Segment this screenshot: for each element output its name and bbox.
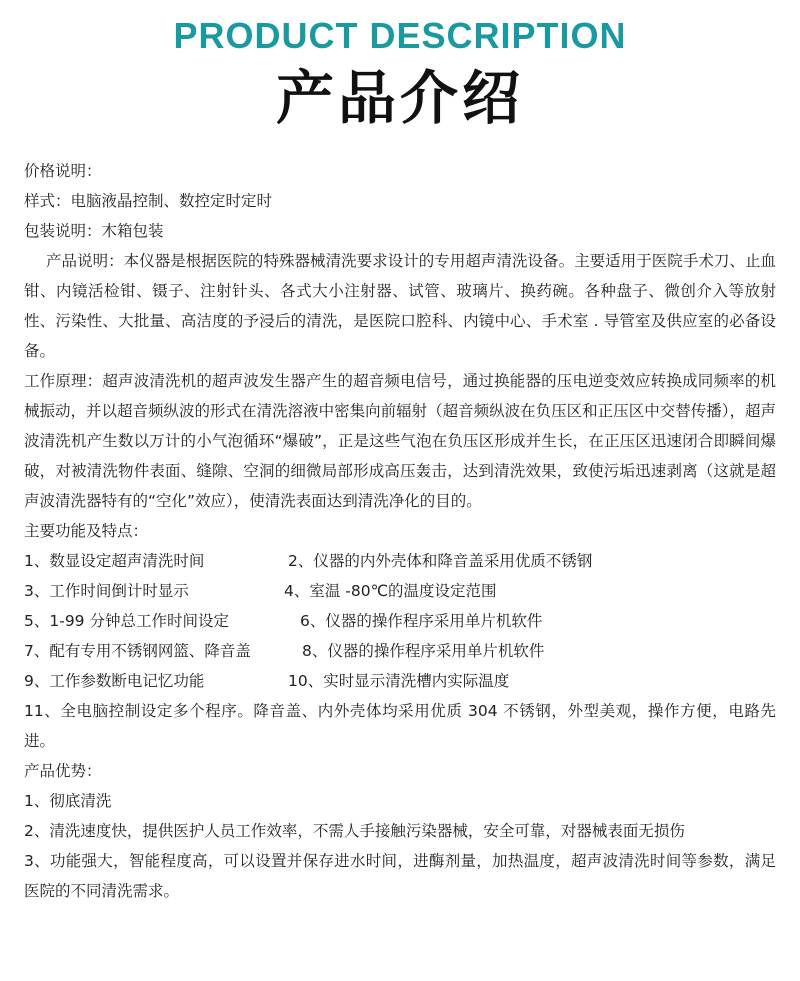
feature-row (24, 546, 776, 576)
feature-item: 5、1-99 分钟总工作时间设定 (24, 612, 229, 630)
style-spec: 样式：电脑液晶控制、数控定时定时 (24, 192, 273, 210)
feature-row (24, 606, 776, 636)
advantage-item-3: 3、功能强大，智能程度高，可以设置并保存进水时间，进酶剂量，加热温度，超声波清洗时间等参数，满足医院的不同清洗需求。 (24, 852, 776, 900)
feature-item: 10、实时显示清洗槽内实际温度 (288, 672, 510, 690)
packaging-spec: 包装说明：木箱包装 (24, 222, 164, 240)
feature-item: 2、仪器的内外壳体和降音盖采用优质不锈钢 (288, 552, 593, 570)
feature-item: 6、仪器的操作程序采用单片机软件 (300, 612, 543, 630)
header (0, 0, 800, 136)
feature-item: 9、工作参数断电记忆功能 (24, 672, 205, 690)
product-description-paragraph: 产品说明：本仪器是根据医院的特殊器械清洗要求设计的专用超声清洗设备。主要适用于医院手术刀、止血钳、内镜活检钳、镊子、注射针头、各式大小注射器、试管、玻璃片、换药碗。各种盘子、微创介入等放射性、污染性、大批量、高洁度的予浸后的清洗，是医院口腔科、内镜中心、手术室 . 导管室及供应室的必备设备。 (24, 252, 776, 360)
description-body (24, 156, 776, 906)
feature-item-11: 11、全电脑控制设定多个程序。降音盖、内外壳体均采用优质 304 不锈钢，外型美观，操作方便，电路先进。 (24, 702, 776, 750)
feature-row (24, 666, 776, 696)
advantage-item-1: 1、彻底清洗 (24, 792, 112, 810)
title-chinese: 产品介绍 (275, 64, 524, 132)
feature-item: 7、配有专用不锈钢网篮、降音盖 (24, 642, 251, 660)
working-principle-paragraph: 工作原理：超声波清洗机的超声波发生器产生的超音频电信号，通过换能器的压电逆变效应转换成同频率的机械振动，并以超音频纵波的形式在清洗溶液中密集向前辐射（超音频纵波在负压区和正压区中交替传播），超声波清洗机产生数以万计的小气泡循环“爆破”，正是这些气泡在负压区形成并生长，在正压区迅速闭合即瞬间爆破，对被清洗物件表面、缝隙、空洞的细微局部形成高压轰击，达到清洗效果，致使污垢迅速剥离（这就是超声波清洗器特有的“空化”效应），使清洗表面达到清洗净化的目的。 (24, 372, 776, 510)
feature-item: 3、工作时间倒计时显示 (24, 582, 189, 600)
feature-row (24, 636, 776, 666)
title-english: PRODUCT DESCRIPTION (173, 15, 627, 56)
price-label: 价格说明： (24, 162, 102, 180)
advantage-item-2: 2、清洗速度快，提供医护人员工作效率，不需人手接触污染器械，安全可靠，对器械表面无损伤 (24, 822, 685, 840)
advantages-heading: 产品优势： (24, 762, 102, 780)
feature-row (24, 576, 776, 606)
feature-item: 4、室温 -80℃的温度设定范围 (284, 582, 497, 600)
features-heading: 主要功能及特点： (24, 522, 149, 540)
feature-item: 1、数显设定超声清洗时间 (24, 552, 205, 570)
feature-item: 8、仪器的操作程序采用单片机软件 (302, 642, 545, 660)
